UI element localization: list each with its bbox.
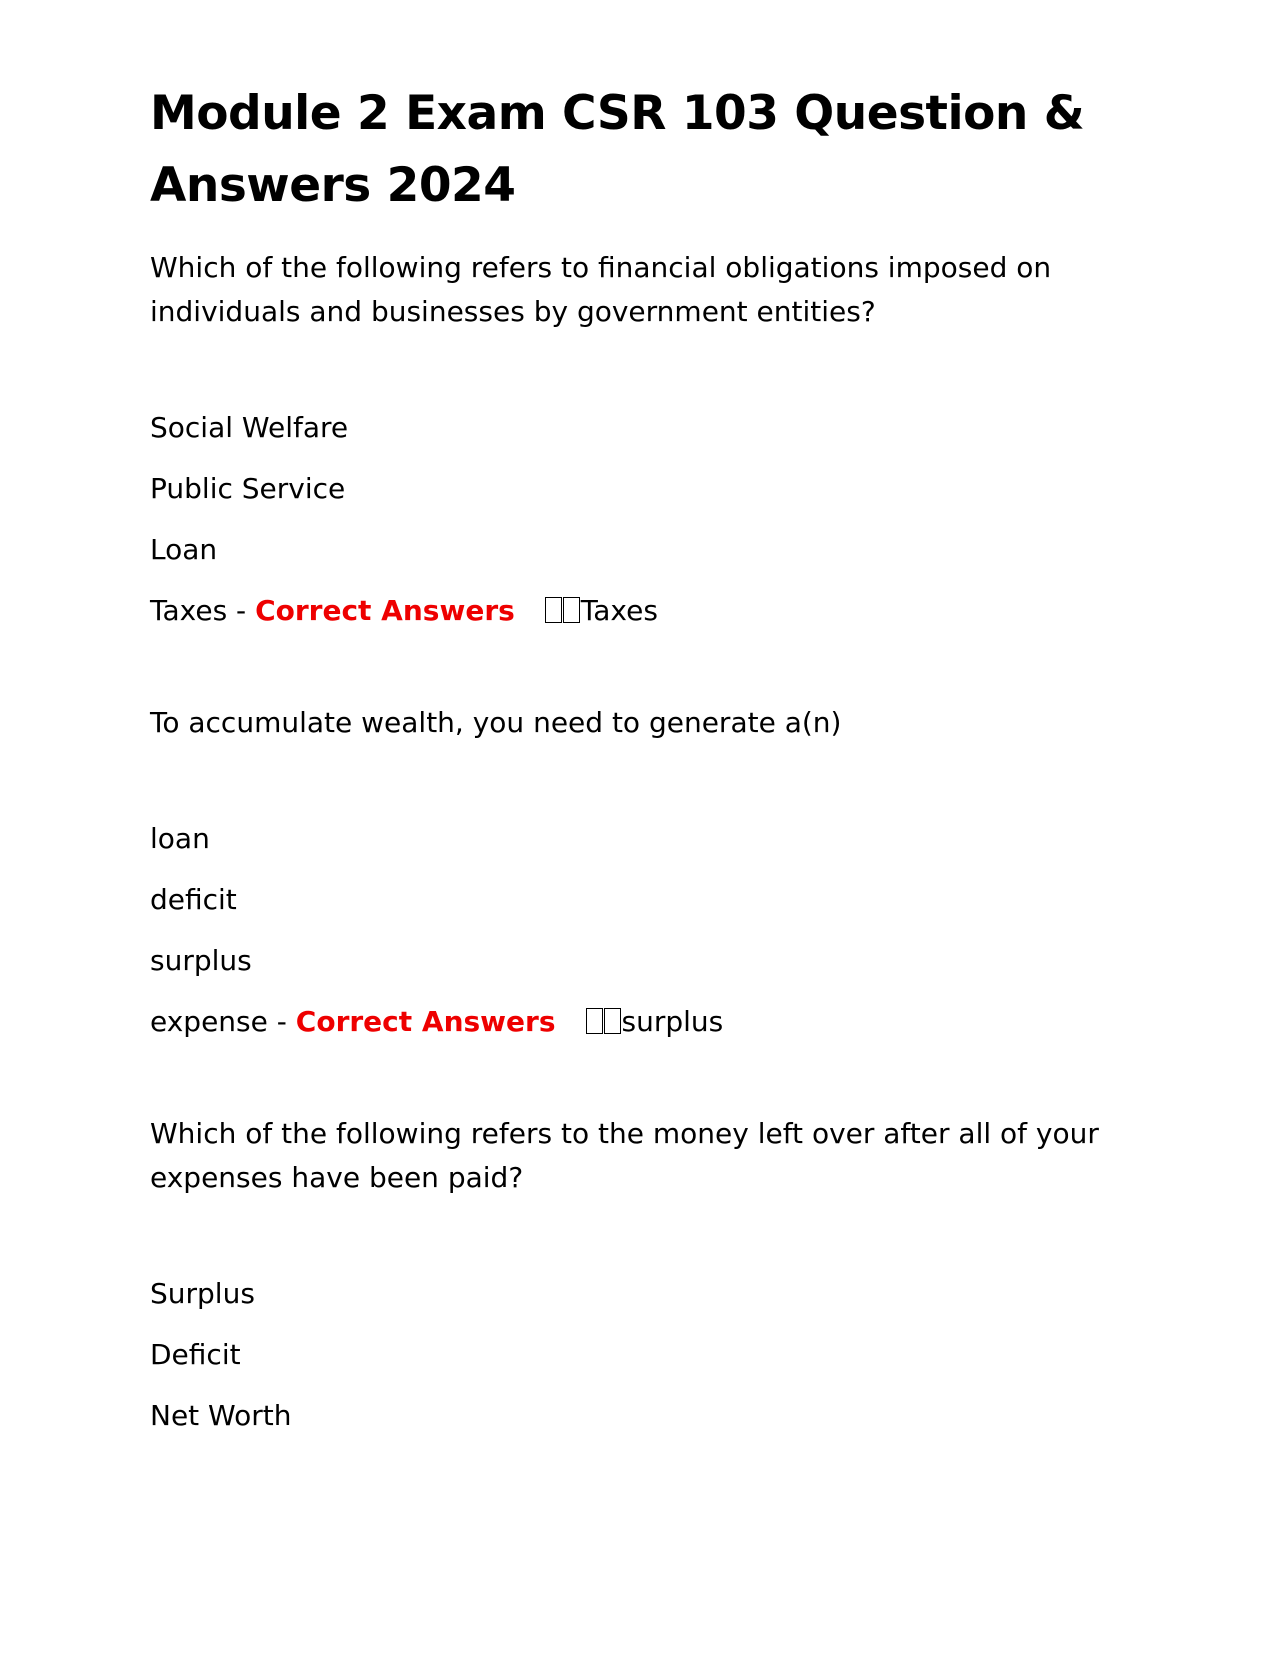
question-prompt: To accumulate wealth, you need to generate a(n) xyxy=(150,706,842,739)
answer-option: Deficit xyxy=(150,1338,241,1371)
answer-option: Surplus xyxy=(150,1277,255,1310)
correct-answer: Taxes xyxy=(580,594,658,627)
answer-option: deficit xyxy=(150,883,237,916)
answer-option: Loan xyxy=(150,533,218,566)
answer-option: surplus xyxy=(150,944,252,977)
document-title: Module 2 Exam CSR 103 Question & Answers 2024 xyxy=(150,86,1085,213)
document-page xyxy=(150,78,1110,1455)
missing-glyph-icon xyxy=(586,1000,622,1044)
answer-option-with-key xyxy=(150,1000,1110,1044)
question-prompt: Which of the following refers to the money left over after all of your expenses have been paid? xyxy=(150,1117,1099,1194)
question-block xyxy=(150,246,1110,633)
separator: - xyxy=(227,594,256,627)
answer-option: Social Welfare xyxy=(150,411,349,444)
question-block xyxy=(150,1112,1110,1438)
question-block xyxy=(150,701,1110,1044)
answer-option: Net Worth xyxy=(150,1399,292,1432)
answer-option: expense xyxy=(150,1005,268,1038)
correct-answer: surplus xyxy=(621,1005,724,1038)
answer-option: Taxes xyxy=(150,594,228,627)
correct-answers-label: Correct Answers xyxy=(295,1005,556,1038)
answer-option: Public Service xyxy=(150,472,346,505)
answer-option-with-key xyxy=(150,589,1110,633)
correct-answers-label: Correct Answers xyxy=(255,594,515,627)
missing-glyph-icon xyxy=(545,589,581,633)
answer-option: loan xyxy=(150,822,210,855)
question-prompt: Which of the following refers to financial obligations imposed on individuals and businesses by government entities? xyxy=(150,251,1052,328)
separator: - xyxy=(267,1005,296,1038)
